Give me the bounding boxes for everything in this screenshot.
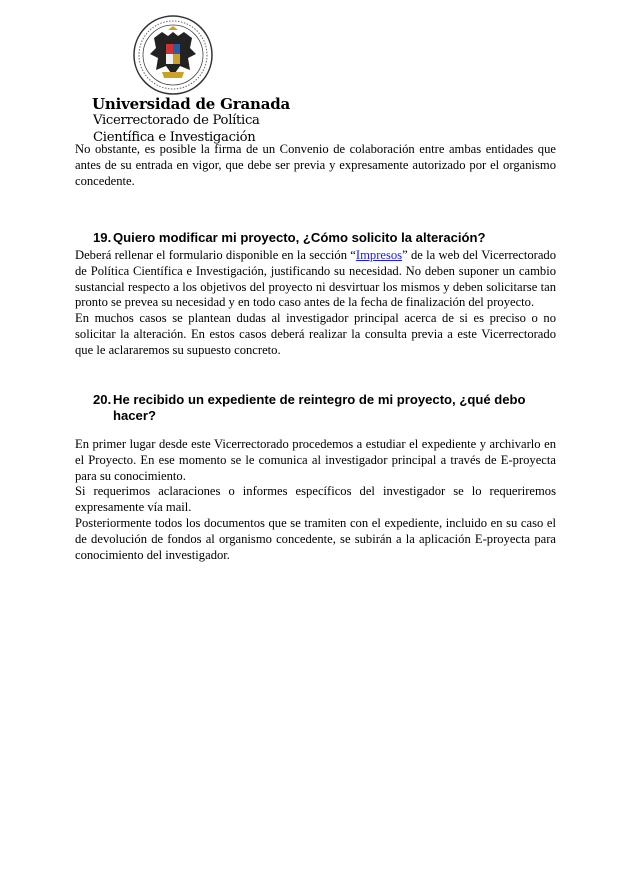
section-19-paragraph-1 xyxy=(75,248,556,311)
office-name-line1: Vicerrectorado de Política xyxy=(93,113,260,128)
section-19-title: Quiero modificar mi proyecto, ¿Cómo solicito la alteración? xyxy=(113,230,486,245)
section-19-p1-end: ” de la web del Vicerrectorado de Política Científica e Investigación, justificando su necesidad. No deben suponer un cambio sustancial respecto a los objetivos del proyecto ni desvirtuar los mismos y deben solicitarse tan pronto se prevea su necesidad y en todo caso antes de la fecha de finalización del proyecto. xyxy=(75,248,557,310)
intro-paragraph xyxy=(75,142,556,189)
section-20-title: He recibido un expediente de reintegro de mi proyecto, ¿qué debo xyxy=(113,392,526,407)
intro-text: No obstante, es posible la firma de un Convenio de colaboración entre ambas entidades que antes de su entrada en vigor, que debe ser previa y expresamente autorizado por el organismo concedente. xyxy=(75,142,556,188)
section-20-body xyxy=(75,437,556,563)
section-20-title-line1 xyxy=(93,392,556,408)
section-20-paragraph-1: En primer lugar desde este Vicerrectorado procedemos a estudiar el expediente y archivarlo en el Proyecto. En ese momento se le comunica al investigador principal a través de E-proyecta para su conocimiento. xyxy=(75,437,556,483)
section-19-p1-start: Deberá rellenar el formulario disponible en la sección “ xyxy=(75,248,356,262)
office-name-line2: Científica e Investigación xyxy=(93,130,256,145)
impresos-link[interactable]: Impresos xyxy=(355,248,403,262)
university-seal-icon xyxy=(132,14,214,96)
section-20-number: 20. xyxy=(93,392,112,407)
section-19-heading xyxy=(93,230,556,246)
section-20-paragraph-2: Si requerimos aclaraciones o informes específicos del investigador se lo requeriremos expresamente vía mail. xyxy=(75,484,556,515)
section-20-title-line2: hacer? xyxy=(113,408,156,423)
university-name: Universidad de Granada xyxy=(92,95,291,113)
section-19-paragraph-2: En muchos casos se plantean dudas al investigador principal acerca de si es preciso o no solicitar la alteración. En estos casos deberá realizar la consulta previa a este Vicerrectorado que le aclararemos su supuesto concreto. xyxy=(75,311,556,357)
section-19-body xyxy=(75,248,556,359)
section-20-heading xyxy=(93,392,556,424)
section-19-number: 19. xyxy=(93,230,112,245)
section-20-paragraph-3: Posteriormente todos los documentos que se tramiten con el expediente, incluido en su caso el de devolución de fondos al organismo concedente, se subirán a la aplicación E-proyecta para conocimiento del investigador. xyxy=(75,515,556,562)
